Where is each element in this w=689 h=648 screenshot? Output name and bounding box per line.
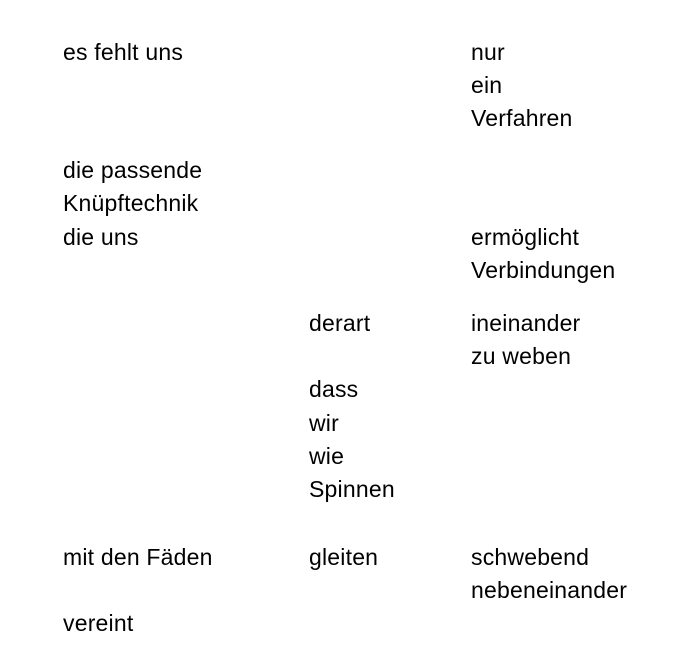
poem-line-gleiten: gleiten bbox=[309, 544, 379, 570]
poem-line-wir: wir bbox=[309, 410, 339, 436]
poem-line-spinnen: Spinnen bbox=[309, 476, 395, 502]
poem-line-knuepftechnik: Knüpftechnik bbox=[63, 190, 199, 216]
poem-line-ermoeglicht: ermöglicht bbox=[471, 224, 580, 250]
poem-line-nur: nur bbox=[471, 39, 505, 65]
poem-line-die-passende: die passende bbox=[63, 157, 203, 183]
poem-line-die-uns: die uns bbox=[63, 224, 139, 250]
poem-line-schwebend: schwebend bbox=[471, 544, 590, 570]
poem-line-dass: dass bbox=[309, 376, 359, 402]
poem-line-derart: derart bbox=[309, 310, 371, 336]
poem-line-verbindungen: Verbindungen bbox=[471, 257, 616, 283]
poem-line-mit-den-faeden: mit den Fäden bbox=[63, 544, 213, 570]
poem-line-ineinander: ineinander bbox=[471, 310, 581, 336]
poem-line-zu-weben: zu weben bbox=[471, 343, 572, 369]
poem-line-wie: wie bbox=[309, 443, 345, 469]
poem-line-verfahren: Verfahren bbox=[471, 105, 573, 131]
poem-line-nebeneinander: nebeneinander bbox=[471, 577, 628, 603]
poem-line-ein: ein bbox=[471, 72, 503, 98]
poem-line-es-fehlt-uns: es fehlt uns bbox=[63, 39, 184, 65]
poem-line-vereint: vereint bbox=[63, 610, 134, 636]
